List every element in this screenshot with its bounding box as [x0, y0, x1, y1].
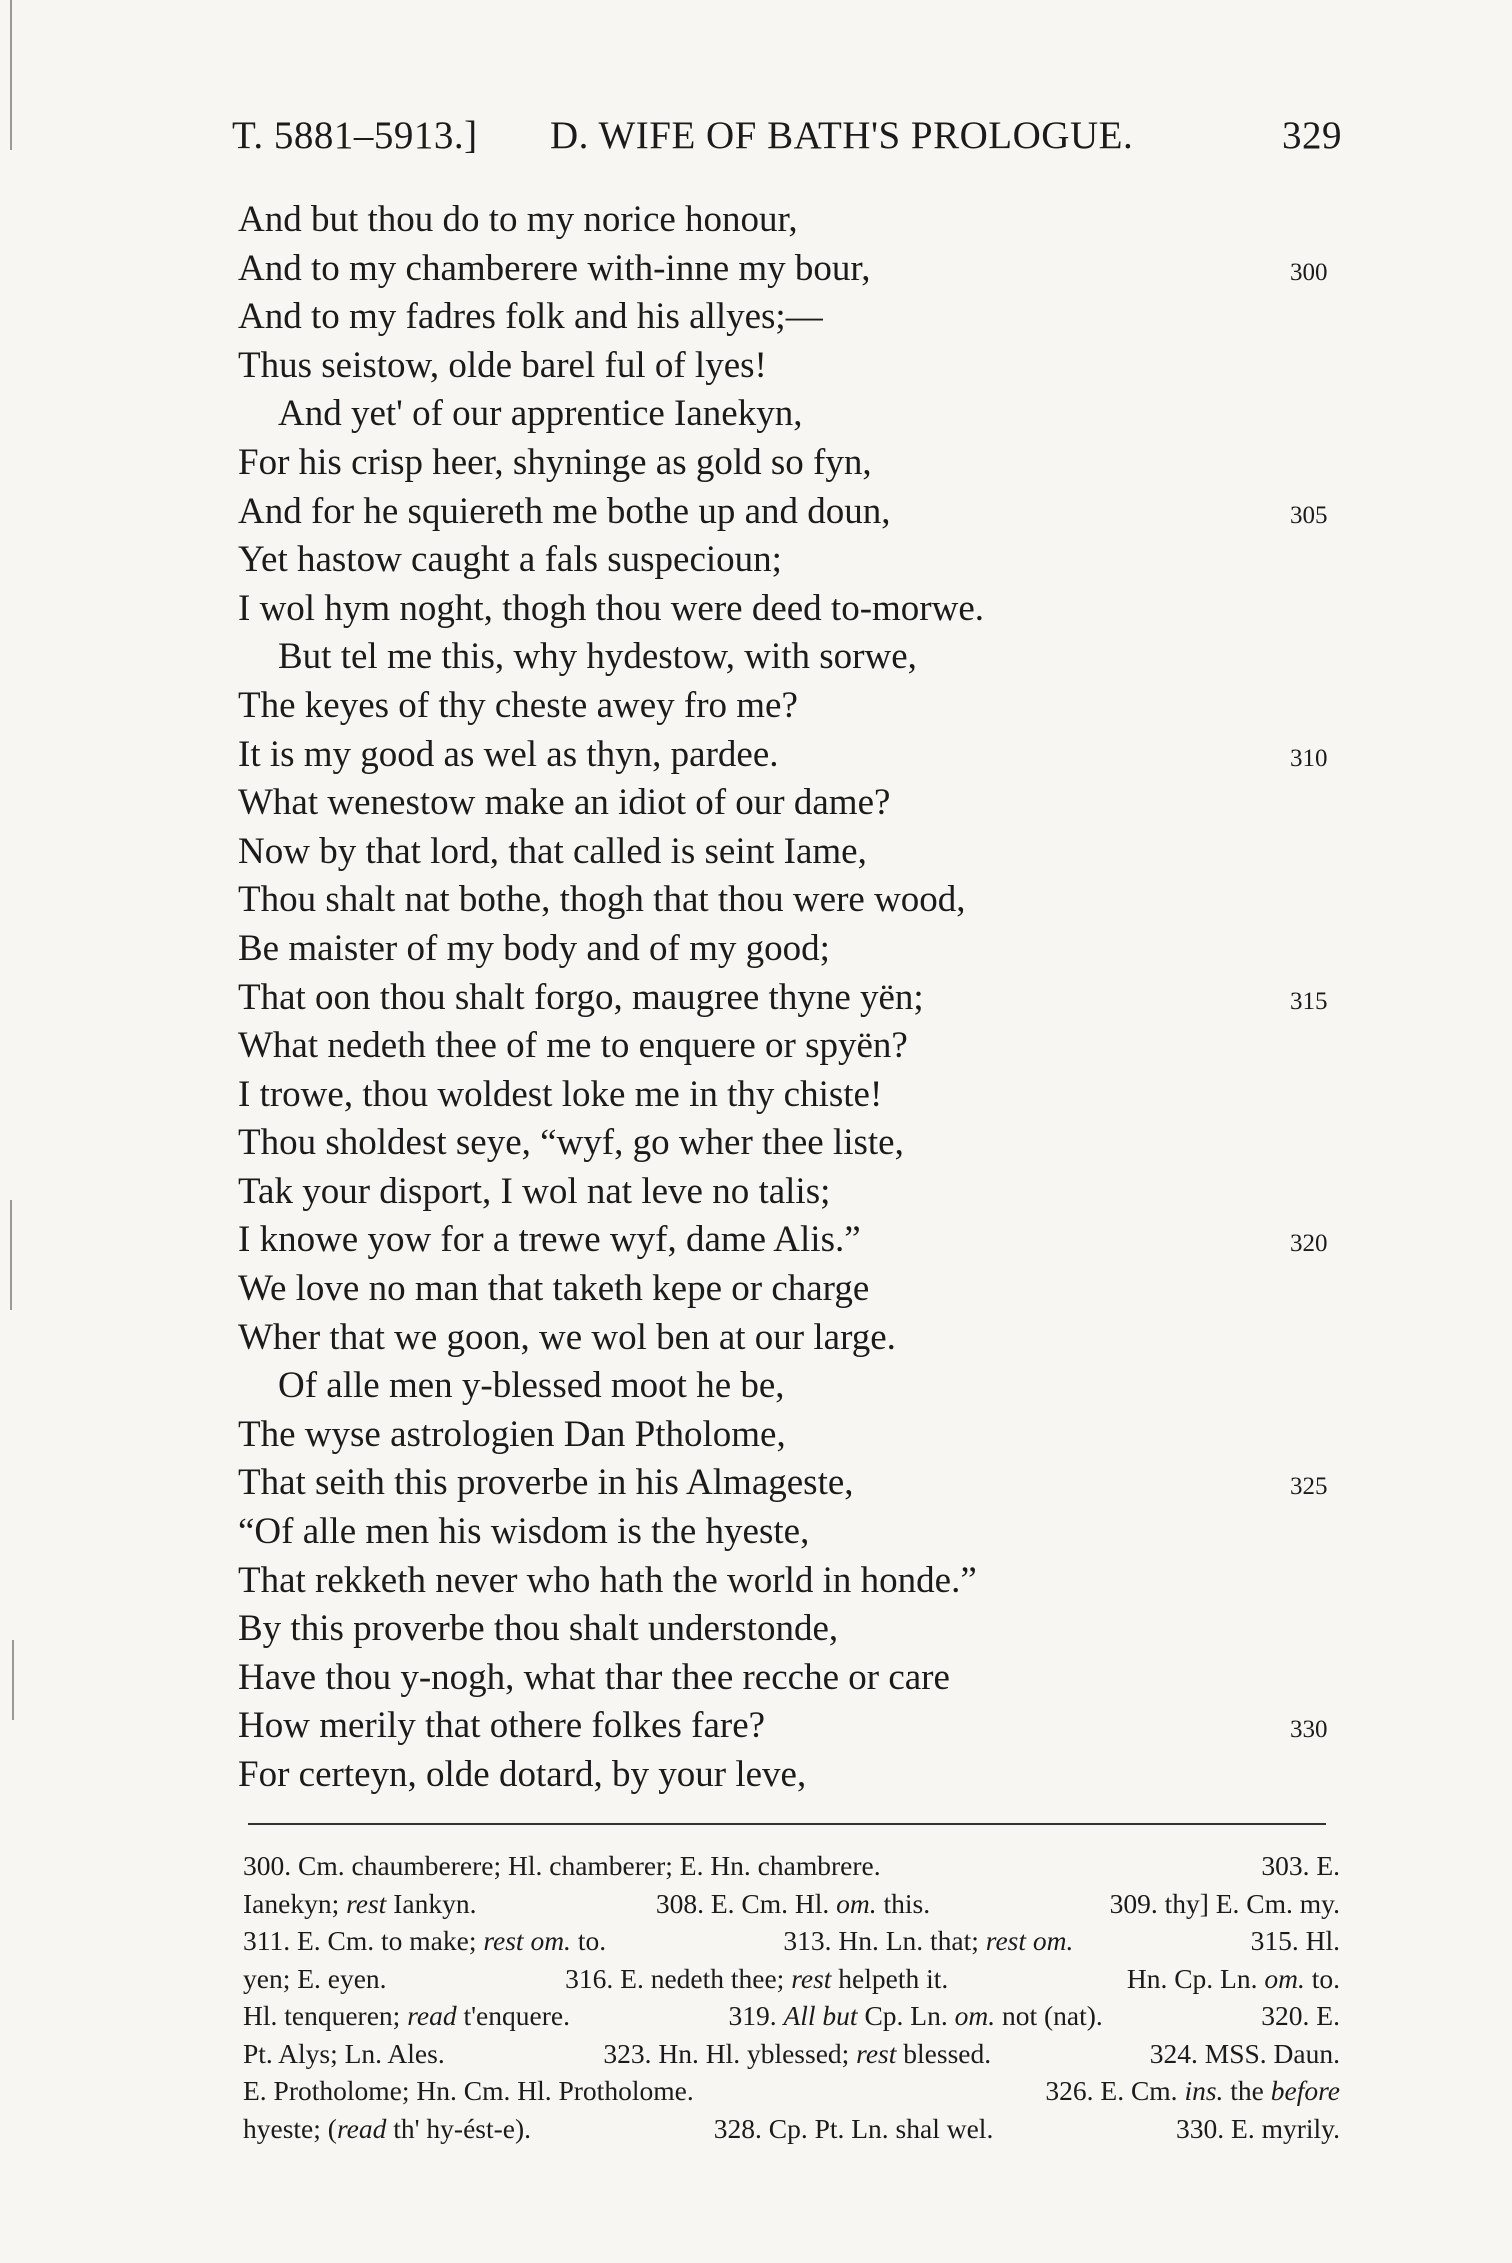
- footnote-entry: [728, 1997, 1102, 2035]
- footnote-text: 316. E. nedeth thee;: [565, 1962, 785, 1994]
- line-number: 315: [1290, 987, 1328, 1015]
- verse-line-text: What wenestow make an idiot of our dame?: [238, 782, 891, 824]
- footnote-entry: [243, 1922, 606, 1960]
- line-number: 305: [1290, 501, 1328, 529]
- verse-line: [238, 1508, 1338, 1557]
- verse-line-text: I wol hym noght, thogh thou were deed to-morwe.: [238, 587, 985, 629]
- footnote-text: 303. E.: [1261, 1850, 1340, 1881]
- footnote-italic: rest: [346, 1887, 387, 1919]
- footnote-text: 320. E.: [1261, 2000, 1340, 2031]
- verse-line: [238, 682, 1338, 731]
- line-number: 310: [1290, 744, 1328, 772]
- footnote-text: Pt. Alys; Ln. Ales.: [243, 2037, 445, 2069]
- verse-line-text: And for he squiereth me bothe up and doun,: [238, 490, 891, 532]
- footnote-entry: [243, 1885, 476, 1923]
- verse-line-text: Yet hastow caught a fals suspecioun;: [238, 539, 782, 581]
- footnote-text: Hl. tenqueren;: [243, 2000, 401, 2031]
- footnote-entry: [243, 1960, 387, 1998]
- footnote-italic: rest: [791, 1962, 832, 1994]
- footnote-entry: [243, 2072, 694, 2110]
- line-number: 330: [1290, 1716, 1328, 1744]
- footnote-line: [243, 1960, 1340, 1998]
- footnote-text: 328. Cp. Pt. Ln. shal wel.: [713, 2112, 994, 2144]
- scan-edge-mark: [10, 0, 12, 150]
- footnote-entry: [1150, 2035, 1340, 2073]
- verse-line-text: Thus seistow, olde barel ful of lyes!: [238, 344, 767, 386]
- footnote-text: 315. Hl.: [1250, 1925, 1340, 1956]
- footnote-text: hyeste; (: [243, 2112, 337, 2144]
- footnote-entry: [243, 2110, 531, 2148]
- footnote-text: 326. E. Cm.: [1045, 2075, 1178, 2106]
- verse-line: [238, 1654, 1338, 1703]
- footnote-entry: [1261, 1847, 1340, 1885]
- footnote-text: t'enquere.: [463, 2000, 570, 2031]
- verse-line: [238, 1751, 1338, 1800]
- footnote-text: 308. E. Cm. Hl.: [655, 1887, 830, 1919]
- verse-line: [238, 488, 1338, 537]
- footnote-text: 311. E. Cm. to make;: [243, 1925, 477, 1956]
- header-reference: T. 5881–5913.]: [232, 114, 478, 157]
- verse-line-text: Thou shalt nat bothe, thogh that thou were wood,: [238, 879, 966, 921]
- verse-line-text: How merily that othere folkes fare?: [238, 1705, 766, 1747]
- verse-line: [238, 974, 1338, 1023]
- footnote-text: 330. E. myrily.: [1176, 2112, 1340, 2144]
- verse-line-text: Be maister of my body and of my good;: [238, 927, 830, 969]
- footnote-entry: [656, 1885, 930, 1923]
- verse-line-text: Wher that we goon, we wol ben at our large.: [238, 1316, 896, 1358]
- footnote-entry: [714, 2110, 994, 2148]
- footnote-italic: rest om.: [985, 1925, 1074, 1956]
- footnote-text: yen; E. eyen.: [243, 1962, 387, 1994]
- verse-line: [238, 925, 1338, 974]
- verse-line: [238, 196, 1338, 245]
- footnote-entry: [243, 1997, 570, 2035]
- verse-line-text: Of alle men y-blessed moot he be,: [278, 1365, 785, 1407]
- footnote-text: to.: [1311, 1962, 1340, 1994]
- footnote-text: 313. Hn. Ln. that;: [783, 1925, 979, 1956]
- verse-line-text: That seith this proverbe in his Almageste,: [238, 1462, 854, 1504]
- footnote-entry: [243, 1847, 881, 1885]
- verse-line-text: For his crisp heer, shyninge as gold so fyn,: [238, 441, 872, 483]
- footnote-text: 324. MSS. Daun.: [1149, 2037, 1340, 2069]
- verse-line-text: But tel me this, why hydestow, with sorwe,: [278, 636, 917, 678]
- footnote-text: 300. Cm. chaumberere; Hl. chamberer; E. Hn. chambrere.: [243, 1850, 881, 1881]
- footnote-text: Cp. Ln.: [864, 2000, 948, 2031]
- verse-line: [238, 1411, 1338, 1460]
- verse-line-text: What nedeth thee of me to enquere or spyën?: [238, 1025, 908, 1067]
- footnote-text: to.: [577, 1925, 607, 1956]
- footnote-entry: [1176, 2110, 1340, 2148]
- verse-line: [238, 1119, 1338, 1168]
- footnote-entry: [1045, 2072, 1340, 2110]
- verse-line: [238, 779, 1338, 828]
- verse-line-text: We love no man that taketh kepe or charge: [238, 1268, 870, 1310]
- verse-line: [238, 293, 1338, 342]
- verse-line-text: Now by that lord, that called is seint Iame,: [238, 830, 867, 872]
- footnote-line: [243, 2072, 1340, 2110]
- footnote-text: 323. Hn. Hl. yblessed;: [603, 2037, 850, 2069]
- verse-line-text: For certeyn, olde dotard, by your leve,: [238, 1754, 807, 1795]
- footnote-italic: om.: [1264, 1962, 1305, 1994]
- footnote-text: Ianekyn;: [243, 1887, 340, 1919]
- verse-line: [238, 1216, 1338, 1265]
- scan-edge-mark: [10, 1200, 12, 1310]
- scan-edge-mark: [12, 1640, 14, 1720]
- verse-line-text: I knowe yow for a trewe wyf, dame Alis.”: [238, 1219, 861, 1261]
- verse-line: [238, 633, 1338, 682]
- verse-line-text: And to my chamberere with-inne my bour,: [238, 247, 871, 289]
- footnote-text: blessed.: [903, 2037, 992, 2069]
- footnote-entry: [1110, 1885, 1340, 1923]
- footnote-line: [243, 2035, 1340, 2073]
- footnote-italic: rest: [856, 2037, 897, 2069]
- footnote-text: helpeth it.: [838, 1962, 949, 1994]
- footnote-italic: rest om.: [483, 1925, 571, 1956]
- line-number: 320: [1290, 1230, 1328, 1258]
- verse-line-text: Thou sholdest seye, “wyf, go wher thee liste,: [238, 1122, 904, 1164]
- running-header: [232, 113, 1342, 163]
- footnote-italic: read: [336, 2112, 387, 2144]
- verse-line: [238, 1314, 1338, 1363]
- verse-line: [238, 439, 1338, 488]
- footnote-entry: [565, 1960, 948, 1998]
- verse-line-text: The wyse astrologien Dan Ptholome,: [238, 1413, 786, 1455]
- footnote-entry: [783, 1922, 1073, 1960]
- line-number: 300: [1290, 258, 1328, 286]
- footnote-entry: [1251, 1922, 1340, 1960]
- verse-line: [238, 585, 1338, 634]
- footnote-text: not (nat).: [1001, 2000, 1103, 2031]
- verse-line-text: And but thou do to my norice honour,: [238, 199, 798, 240]
- verse-line-text: It is my good as wel as thyn, pardee.: [238, 733, 779, 775]
- footnote-text: the: [1230, 2075, 1264, 2106]
- verse-line: [238, 1605, 1338, 1654]
- footnote-italic: All but: [783, 2000, 858, 2031]
- footnote-italic: read: [407, 2000, 457, 2031]
- footnote-text: th' hy-ést-e).: [393, 2112, 532, 2144]
- footnote-text: Iankyn.: [393, 1887, 477, 1919]
- footnote-rule: [248, 1823, 1326, 1825]
- verse-line-text: That oon thou shalt forgo, maugree thyne yën;: [238, 976, 924, 1018]
- footnote-text: this.: [883, 1887, 931, 1919]
- footnote-text: 319.: [728, 2000, 777, 2031]
- footnote-entry: [1127, 1960, 1340, 1998]
- footnote-italic: om.: [954, 2000, 996, 2031]
- header-title: D. WIFE OF BATH'S PROLOGUE.: [550, 114, 1134, 157]
- footnote-entry: [603, 2035, 991, 2073]
- footnote-line: [243, 1997, 1340, 2035]
- verse-line-text: “Of alle men his wisdom is the hyeste,: [238, 1511, 810, 1553]
- page-number: 329: [1282, 114, 1342, 157]
- footnote-text: 309. thy] E. Cm. my.: [1109, 1887, 1340, 1919]
- verse-line: [238, 1459, 1338, 1508]
- verse-line-text: That rekketh never who hath the world in honde.”: [238, 1559, 977, 1601]
- verse-line: [238, 536, 1338, 585]
- footnote-line: [243, 2110, 1340, 2148]
- verse-line-text: And to my fadres folk and his allyes;—: [238, 296, 823, 338]
- verse-line: [238, 1071, 1338, 1120]
- verse-line: [238, 876, 1338, 925]
- verse-line-text: The keyes of thy cheste awey fro me?: [238, 684, 798, 726]
- verse-line: [238, 390, 1338, 439]
- verse-line: [238, 1362, 1338, 1411]
- line-number: 325: [1290, 1473, 1328, 1501]
- verse-line: [238, 245, 1338, 294]
- verse-line-text: And yet' of our apprentice Ianekyn,: [278, 393, 803, 435]
- verse-line-text: Tak your disport, I wol nat leve no talis;: [238, 1170, 831, 1212]
- footnote-italic: om.: [836, 1887, 877, 1919]
- verse-line: [238, 731, 1338, 780]
- footnotes: [243, 1847, 1340, 2147]
- verse-line: [238, 1557, 1338, 1606]
- footnote-entry: [243, 2035, 445, 2073]
- verse-line: [238, 1702, 1338, 1751]
- verse-line-text: By this proverbe thou shalt understonde,: [238, 1608, 839, 1650]
- verse-line: [238, 828, 1338, 877]
- verse-line: [238, 1265, 1338, 1314]
- footnote-entry: [1261, 1997, 1340, 2035]
- verse-line: [238, 342, 1338, 391]
- verse-text: [238, 196, 1338, 1800]
- footnote-italic: ins.: [1184, 2075, 1224, 2106]
- footnote-line: [243, 1885, 1340, 1923]
- footnote-italic: before: [1270, 2075, 1340, 2106]
- verse-line-text: I trowe, thou woldest loke me in thy chiste!: [238, 1073, 883, 1115]
- footnote-line: [243, 1847, 1340, 1885]
- verse-line-text: Have thou y-nogh, what thar thee recche or care: [238, 1656, 950, 1698]
- verse-line: [238, 1168, 1338, 1217]
- footnote-text: Hn. Cp. Ln.: [1126, 1962, 1258, 1994]
- footnote-line: [243, 1922, 1340, 1960]
- footnote-text: E. Protholome; Hn. Cm. Hl. Protholome.: [243, 2075, 694, 2106]
- verse-line: [238, 1022, 1338, 1071]
